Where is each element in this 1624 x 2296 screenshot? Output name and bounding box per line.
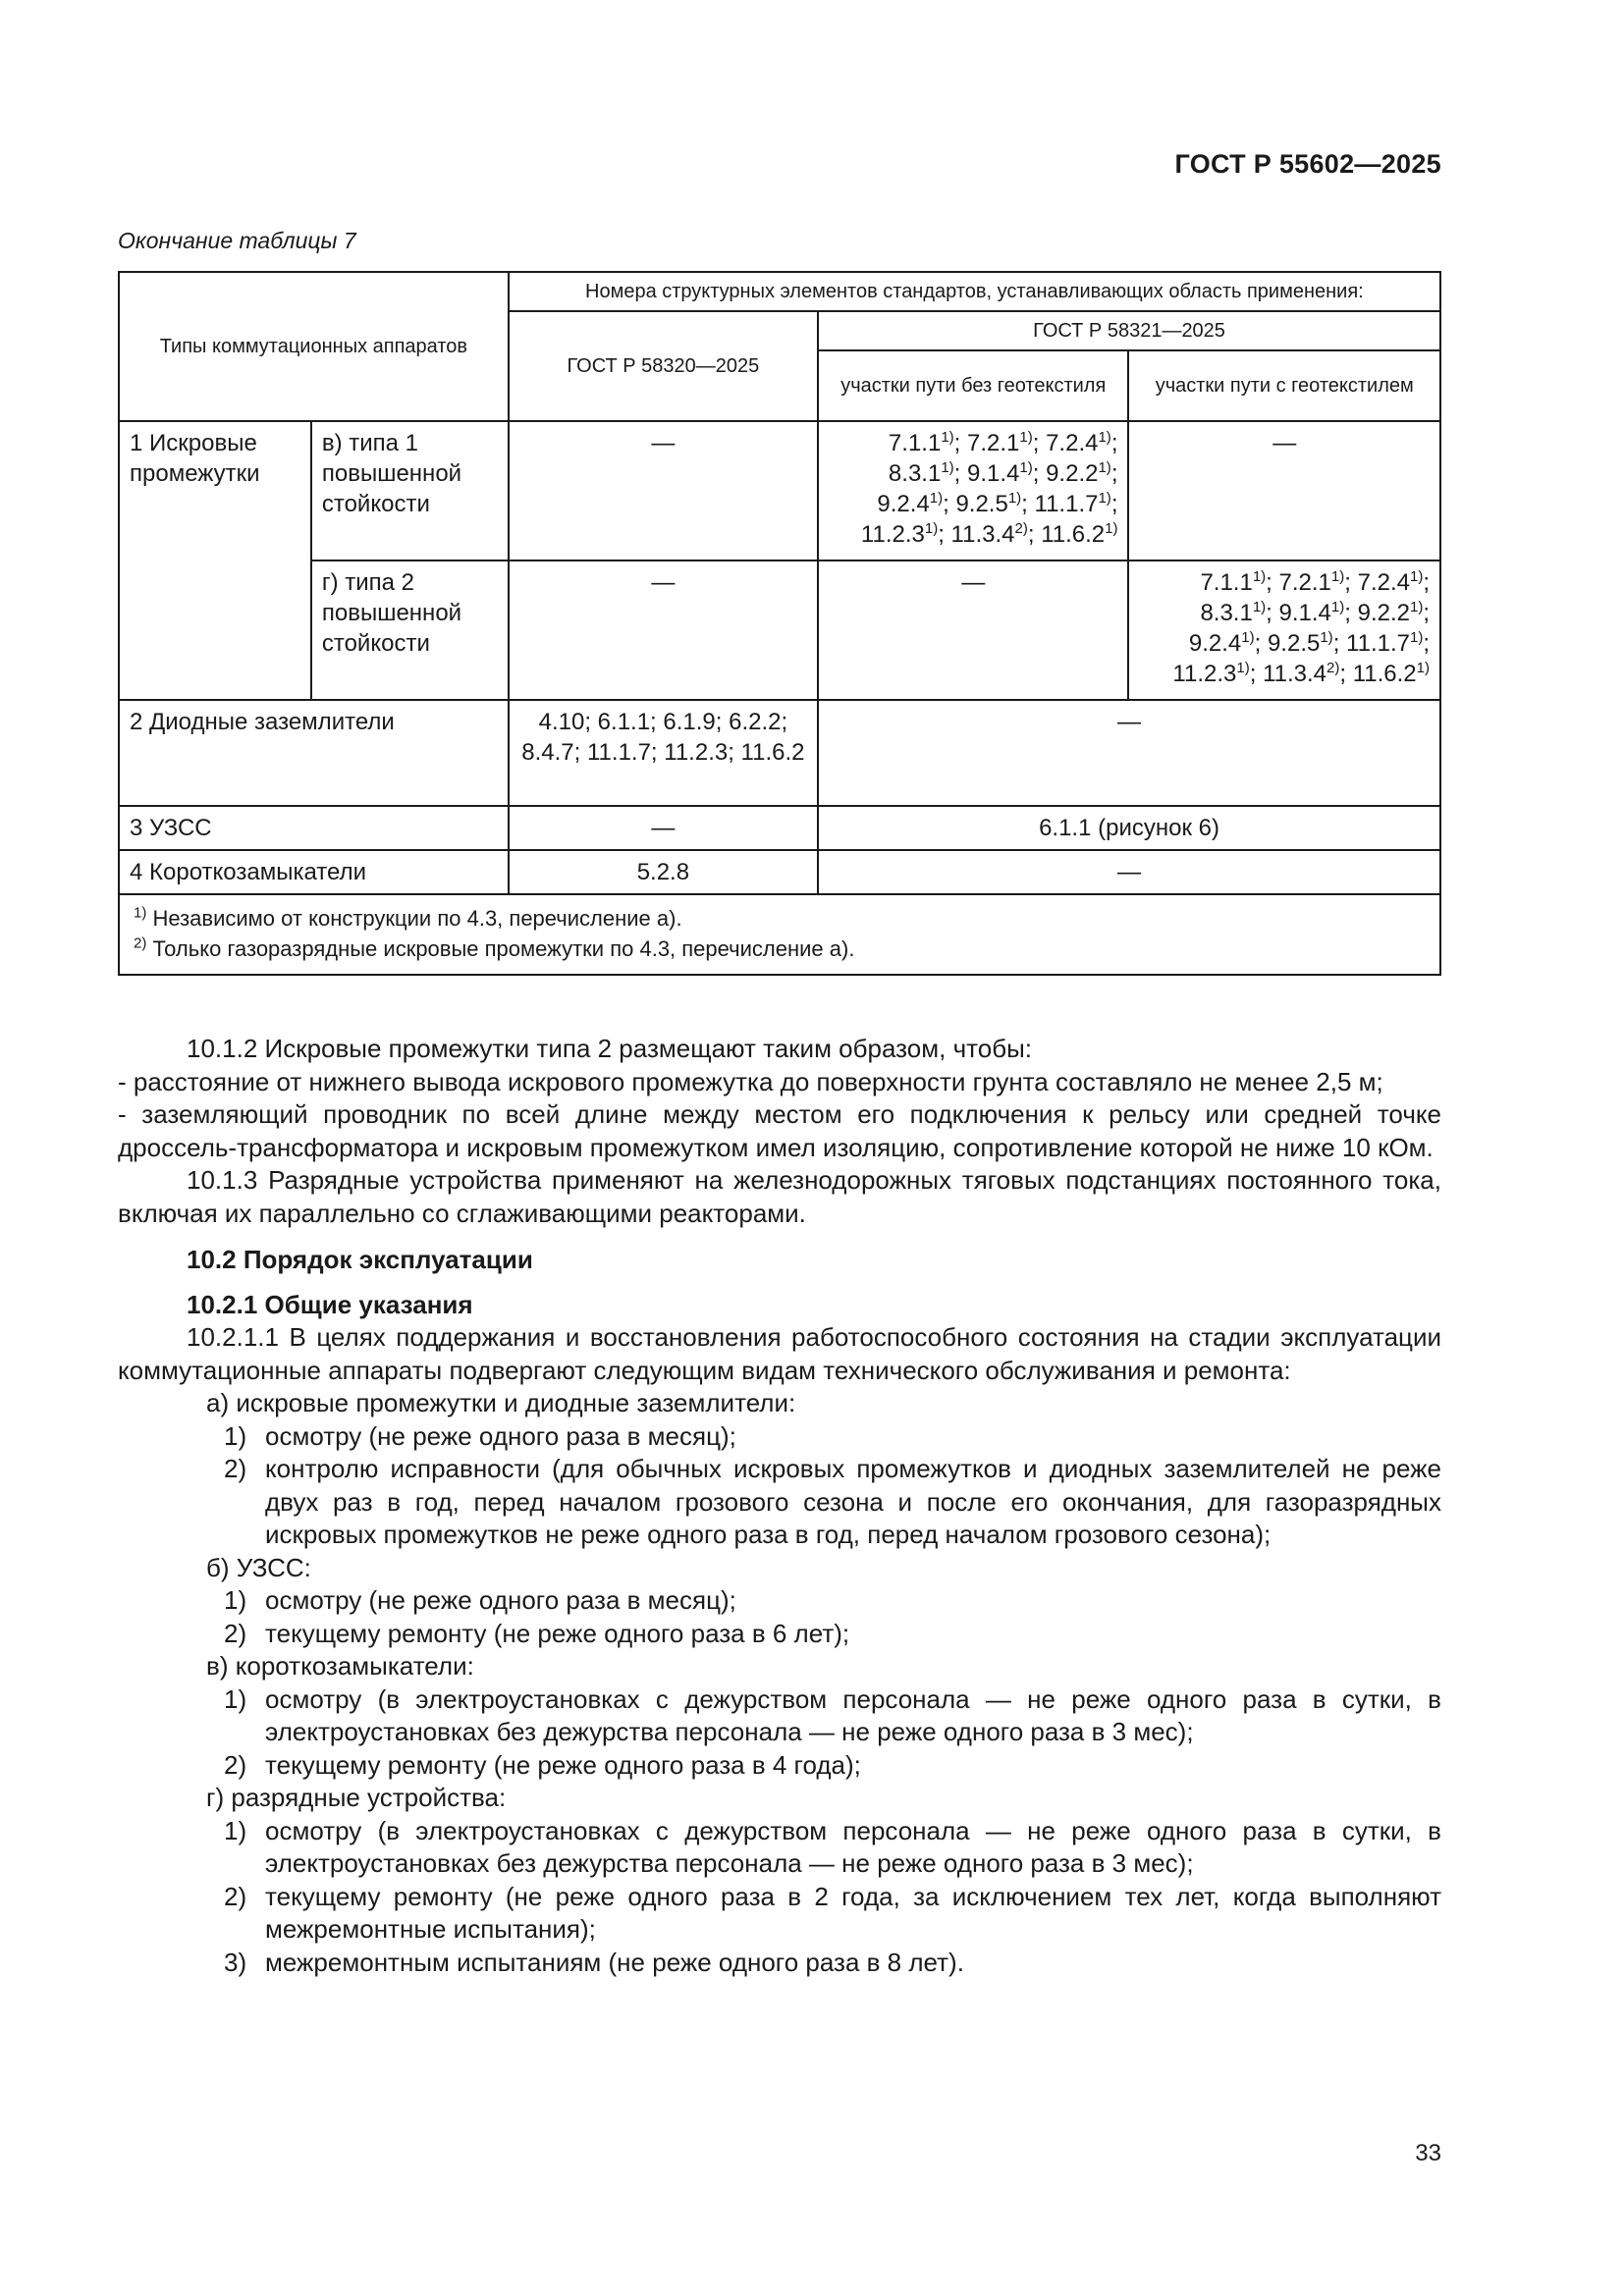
para-10-1-3: 10.1.3 Разрядные устройства применяют на железнодорожных тяговых подстанциях постоянного тока, включая их параллельно со сглаживающими реакторами.	[118, 1165, 1441, 1228]
note-1-text: Независимо от конструкции по 4.3, перечисление а).	[146, 906, 682, 931]
footnote-mark: 1)	[1252, 568, 1267, 585]
footnote-mark: 1)	[1241, 629, 1255, 646]
subitem-text: осмотру (не реже одного раза в месяц);	[265, 1420, 736, 1451]
row-diode-type: 2 Диодные заземлители	[119, 700, 509, 806]
subitem-number: 2)	[224, 1749, 247, 1780]
ref: 11.6.2	[1041, 521, 1106, 548]
footnote-mark: 1)	[1019, 429, 1033, 446]
cell-g-gost1: —	[509, 561, 818, 700]
para-10-2-1-1: 10.2.1.1 В целях поддержания и восстановления работоспособного состояния на стадии эксплуатации коммутационные аппараты подвергают следующим видам технического обслуживания и ремонта:	[118, 1322, 1441, 1385]
ref-sep: ;	[1344, 569, 1351, 596]
ref-sep: ;	[1110, 491, 1118, 517]
ref: 9.2.5	[1267, 630, 1321, 657]
ref: 7.1.1	[888, 430, 942, 456]
row-spark-gaps-sub-v: в) типа 1 повышенной стойкости	[311, 421, 509, 561]
cell-g-without: —	[818, 561, 1128, 700]
footnote-mark: 1)	[941, 459, 954, 476]
ref-sep: ;	[1266, 600, 1272, 626]
list-item-a: а) искровые промежутки и диодные заземлители:	[206, 1388, 796, 1417]
table-notes	[119, 894, 1440, 975]
ref-sep: ;	[1266, 569, 1272, 596]
cell-diode-gost2: —	[818, 700, 1440, 806]
footnote-mark: 1)	[1007, 490, 1022, 507]
row-spark-gaps-sub-g: г) типа 2 повышенной стойкости	[311, 561, 509, 700]
cell-v-refs	[818, 421, 1128, 561]
ref: 7.2.1	[1278, 569, 1331, 596]
row-shorting-type: 4 Короткозамыкатели	[119, 850, 509, 894]
subitem-text: контролю исправности (для обычных искровых промежутков и диодных заземлителей не реже двух раз в год, перед началом грозового сезона и после его окончания, для газоразрядных искровых промежутков не реже одного раза в год, перед началом грозового сезона);	[265, 1454, 1441, 1549]
ref-sep: ;	[1249, 661, 1257, 687]
ref: 9.1.4	[967, 460, 1020, 487]
ref-sep: ;	[943, 491, 949, 517]
ref-sep: ;	[1332, 630, 1340, 657]
para-dash-2: - заземляющий проводник по всей длине между местом его подключения к рельсу или средней точке дроссель-трансформатора и искровым промежутком имел изоляцию, сопротивление которой не ниже 10 кОм.	[118, 1099, 1441, 1162]
page-number: 33	[1415, 2140, 1441, 2166]
list-subitem	[118, 1618, 1441, 1651]
footnote-mark: 1)	[941, 429, 954, 446]
ref-sep: ;	[1021, 491, 1028, 517]
cell-diode-gost1: 4.10; 6.1.1; 6.1.9; 6.2.2; 8.4.7; 11.1.7; 11.2.3; 11.6.2	[509, 700, 818, 806]
ref-sep: ;	[1110, 430, 1118, 456]
subitem-number: 1)	[224, 1815, 247, 1845]
footnote-mark: 1)	[1098, 459, 1111, 476]
note-2	[134, 934, 1426, 964]
ref-sep: ;	[1423, 600, 1430, 626]
ref: 7.2.4	[1046, 430, 1099, 456]
subitem-text: текущему ремонту (не реже одного раза в 2 года, за исключением тех лет, когда выполняют межремонтные испытания);	[265, 1881, 1441, 1944]
subitem-number: 2)	[224, 1618, 247, 1648]
ref-sep: ;	[953, 460, 961, 487]
subitem-text: межремонтным испытаниям (не реже одного раза в 8 лет).	[265, 1947, 964, 1977]
ref-sep: ;	[1027, 521, 1035, 548]
ref: 11.1.7	[1346, 630, 1410, 657]
header-gost-58320: ГОСТ Р 58320—2025	[509, 311, 818, 421]
standard-header: ГОСТ Р 55602—2025	[1174, 149, 1441, 179]
cell-v-with: —	[1128, 421, 1440, 561]
subitem-number: 2)	[224, 1454, 247, 1483]
subitem-number: 1)	[224, 1683, 247, 1714]
ref: 9.2.2	[1046, 460, 1099, 487]
list-item-b: б) УЗСС:	[206, 1552, 311, 1582]
subitem-number: 1)	[224, 1420, 247, 1451]
ref-sep: ;	[1423, 630, 1430, 657]
cell-g-refs	[1128, 561, 1440, 700]
footnote-mark: 1)	[1409, 568, 1424, 585]
ref-sep: ;	[1254, 630, 1262, 657]
ref-sep: ;	[1339, 661, 1347, 687]
ref: 9.2.2	[1357, 600, 1410, 626]
table-caption: Окончание таблицы 7	[118, 228, 356, 253]
list-subitem	[118, 1420, 1441, 1454]
ref: 11.2.3	[860, 521, 925, 548]
ref: 11.6.2	[1352, 661, 1417, 687]
cell-shorting-gost1: 5.2.8	[509, 850, 818, 894]
footnote-mark: 1)	[1098, 429, 1111, 446]
footnote-mark: 1)	[1330, 568, 1345, 585]
para-10-1-2: 10.1.2 Искровые промежутки типа 2 размещают таким образом, чтобы:	[187, 1034, 1032, 1063]
footnote-mark: 2)	[1014, 520, 1028, 537]
list-subitem	[118, 1881, 1441, 1947]
cell-v-gost1: —	[509, 421, 818, 561]
ref: 9.2.5	[955, 491, 1008, 517]
footnote-mark: 1)	[1330, 599, 1345, 615]
subitem-number: 1)	[224, 1585, 247, 1615]
footnote-mark: 1)	[924, 520, 939, 537]
ref: 11.3.4	[1263, 661, 1327, 687]
cell-uzss-gost2: 6.1.1 (рисунок 6)	[818, 806, 1440, 850]
header-types: Типы коммутационных аппаратов	[119, 272, 509, 421]
footnote-mark: 1)	[1416, 660, 1430, 676]
footnote-mark: 1)	[1409, 599, 1424, 615]
cell-uzss-gost1: —	[509, 806, 818, 850]
ref: 9.2.4	[1188, 630, 1242, 657]
ref: 11.3.4	[950, 521, 1015, 548]
ref-sep: ;	[1032, 460, 1040, 487]
list-subitem	[118, 1584, 1441, 1618]
ref: 8.3.1	[888, 460, 942, 487]
ref: 9.1.4	[1278, 600, 1331, 626]
ref-sep: ;	[1423, 569, 1430, 596]
ref: 9.2.4	[877, 491, 930, 517]
para-dash-1: - расстояние от нижнего вывода искрового промежутка до поверхности грунта составляло не менее 2,5 м;	[118, 1066, 1383, 1096]
subitem-text: текущему ремонту (не реже одного раза в 4 года);	[265, 1749, 861, 1780]
ref: 7.2.1	[967, 430, 1020, 456]
subitem-text: осмотру (в электроустановках с дежурством персонала — не реже одного раза в сутки, в электроустановках без дежурства персонала — не реже одного раза в 3 мес);	[265, 1815, 1441, 1878]
ref: 7.1.1	[1200, 569, 1253, 596]
list-item-g: г) разрядные устройства:	[206, 1783, 507, 1812]
ref-sep: ;	[1110, 460, 1118, 487]
ref: 7.2.4	[1357, 569, 1410, 596]
ref-sep: ;	[1344, 600, 1351, 626]
list-subitem	[118, 1749, 1441, 1783]
list-subitem	[118, 1683, 1441, 1749]
note-2-text: Только газоразрядные искровые промежутки по 4.3, перечисление а).	[146, 936, 855, 961]
footnote-mark: 1)	[1252, 599, 1267, 615]
subitem-number: 3)	[224, 1947, 247, 1977]
section-heading-10-2-1: 10.2.1 Общие указания	[187, 1289, 473, 1319]
row-spark-gaps-type: 1 Искровые промежутки	[119, 421, 311, 700]
note-1-mark: 1)	[134, 904, 147, 922]
ref: 8.3.1	[1200, 600, 1253, 626]
cell-shorting-gost2: —	[818, 850, 1440, 894]
header-numbers: Номера структурных элементов стандартов, устанавливающих область применения:	[509, 272, 1440, 311]
body-text	[118, 1033, 1441, 1979]
row-uzss-type: 3 УЗСС	[119, 806, 509, 850]
ref: 11.1.7	[1034, 491, 1099, 517]
list-item-v: в) короткозамыкатели:	[206, 1651, 474, 1681]
list-subitem	[118, 1947, 1441, 1980]
subitem-text: осмотру (в электроустановках с дежурством персонала — не реже одного раза в сутки, в электроустановках без дежурства персонала — не реже одного раза в 3 мес);	[265, 1683, 1441, 1746]
footnote-mark: 1)	[1098, 490, 1111, 507]
note-2-mark: 2)	[134, 934, 147, 952]
footnote-mark: 1)	[1320, 629, 1333, 646]
subitem-text: текущему ремонту (не реже одного раза в 6 лет);	[265, 1618, 850, 1648]
footnote-mark: 1)	[1236, 660, 1250, 676]
ref: 11.2.3	[1172, 661, 1237, 687]
section-heading-10-2: 10.2 Порядок эксплуатации	[187, 1245, 533, 1274]
table-7	[118, 271, 1441, 976]
ref-sep: ;	[1032, 430, 1040, 456]
header-without-geotextile: участки пути без геотекстиля	[818, 350, 1128, 421]
list-subitem	[118, 1815, 1441, 1881]
ref-sep: ;	[953, 430, 961, 456]
subitem-text: осмотру (не реже одного раза в месяц);	[265, 1585, 736, 1615]
footnote-mark: 2)	[1326, 660, 1340, 676]
ref-sep: ;	[938, 521, 945, 548]
header-with-geotextile: участки пути с геотекстилем	[1128, 350, 1440, 421]
footnote-mark: 1)	[1105, 520, 1118, 537]
footnote-mark: 1)	[1409, 629, 1424, 646]
footnote-mark: 1)	[1019, 459, 1033, 476]
header-gost-58321: ГОСТ Р 58321—2025	[818, 311, 1440, 350]
note-1	[134, 903, 1426, 934]
list-subitem	[118, 1453, 1441, 1552]
footnote-mark: 1)	[929, 490, 944, 507]
subitem-number: 2)	[224, 1881, 247, 1911]
